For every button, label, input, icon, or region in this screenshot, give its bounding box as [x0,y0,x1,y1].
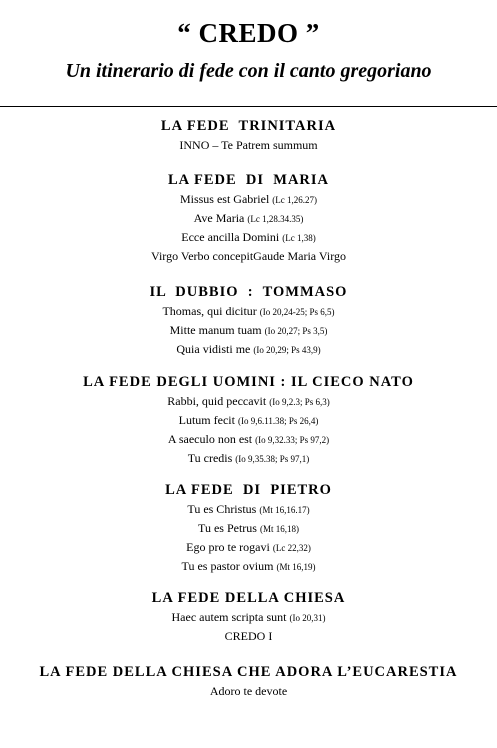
item-text: Thomas, qui dicitur [162,304,257,318]
list-item [0,557,497,576]
list-item [0,209,497,228]
header-divider [0,106,497,107]
item-reference: (Io 20,31) [289,613,326,623]
list-item [0,190,497,209]
item-reference: (Io 20,27; Ps 3,5) [264,326,328,336]
document-header [0,0,497,108]
item-text: Tu es pastor ovium [181,559,274,573]
item-reference: (Mt 16,19) [276,562,316,572]
item-text: Missus est Gabriel [179,192,270,206]
item-text: Ecce ancilla Domini [181,230,280,244]
section-tommaso [0,282,497,359]
item-text: Tu es Petrus [198,521,257,535]
list-item [0,608,497,627]
list-item [0,411,497,430]
list-item [0,340,497,359]
list-item [0,136,497,154]
item-text: Ego pro te rogavi [186,540,270,554]
item-text: Ave Maria [193,211,245,225]
section-title: LA FEDE DI PIETRO [165,482,332,498]
item-text: Tu credis [187,451,233,465]
list-item [0,302,497,321]
list-item [0,228,497,247]
item-reference: (Mt 16,16.17) [259,505,310,515]
list-item [0,682,497,700]
list-item [0,500,497,519]
list-item [0,538,497,557]
item-text: INNO – Te Patrem summum [179,138,318,152]
item-reference: (Io 20,24-25; Ps 6,5) [259,307,335,317]
list-item [0,519,497,538]
section-title: LA FEDE DEGLI UOMINI : IL CIECO NATO [83,374,414,390]
item-text: Lutum fecit [178,413,235,427]
item-text: Tu es Christus [187,502,257,516]
item-reference: (Lc 1,26.27) [272,195,318,205]
item-text: Rabbi, quid peccavit [167,394,267,408]
section-cieco-nato [0,372,497,468]
item-reference: (Io 9,32.33; Ps 97,2) [255,435,330,445]
item-text: Virgo Verbo concepitGaude Maria Virgo [151,249,346,263]
list-item [0,321,497,340]
list-item [0,247,497,265]
document-subtitle: Un itinerario di fede con il canto gregoriano [65,60,432,82]
section-pietro [0,480,497,576]
item-reference: (Io 9,2.3; Ps 6,3) [269,397,330,407]
list-item [0,449,497,468]
item-text: CREDO I [224,629,273,643]
section-chiesa [0,588,497,645]
item-reference: (Io 9,6.11.38; Ps 26,4) [237,416,319,426]
section-title: LA FEDE DELLA CHIESA [151,590,346,606]
item-text: Mitte manum tuam [169,323,262,337]
item-text: Haec autem scripta sunt [171,610,287,624]
item-reference: (Lc 22,32) [272,543,311,553]
document-title: “ CREDO ” [177,18,320,48]
list-item [0,392,497,411]
item-text: Quia vidisti me [176,342,251,356]
list-item [0,627,497,645]
section-trinitaria [0,116,497,154]
section-title: LA FEDE TRINITARIA [160,118,337,134]
section-eucarestia [0,662,497,700]
item-text: A saeculo non est [167,432,253,446]
list-item [0,430,497,449]
item-text: Adoro te devote [209,684,288,698]
section-title: LA FEDE DELLA CHIESA CHE ADORA L’EUCARESTIA [39,664,458,680]
item-reference: (Io 9,35.38; Ps 97,1) [235,454,310,464]
section-maria [0,170,497,265]
item-reference: (Lc 1,28.34.35) [247,214,304,224]
item-reference: (Io 20,29; Ps 43,9) [253,345,321,355]
section-title: LA FEDE DI MARIA [168,172,329,188]
section-title: IL DUBBIO : TOMMASO [149,284,348,300]
item-reference: (Mt 16,18) [259,524,299,534]
item-reference: (Lc 1,38) [282,233,316,243]
